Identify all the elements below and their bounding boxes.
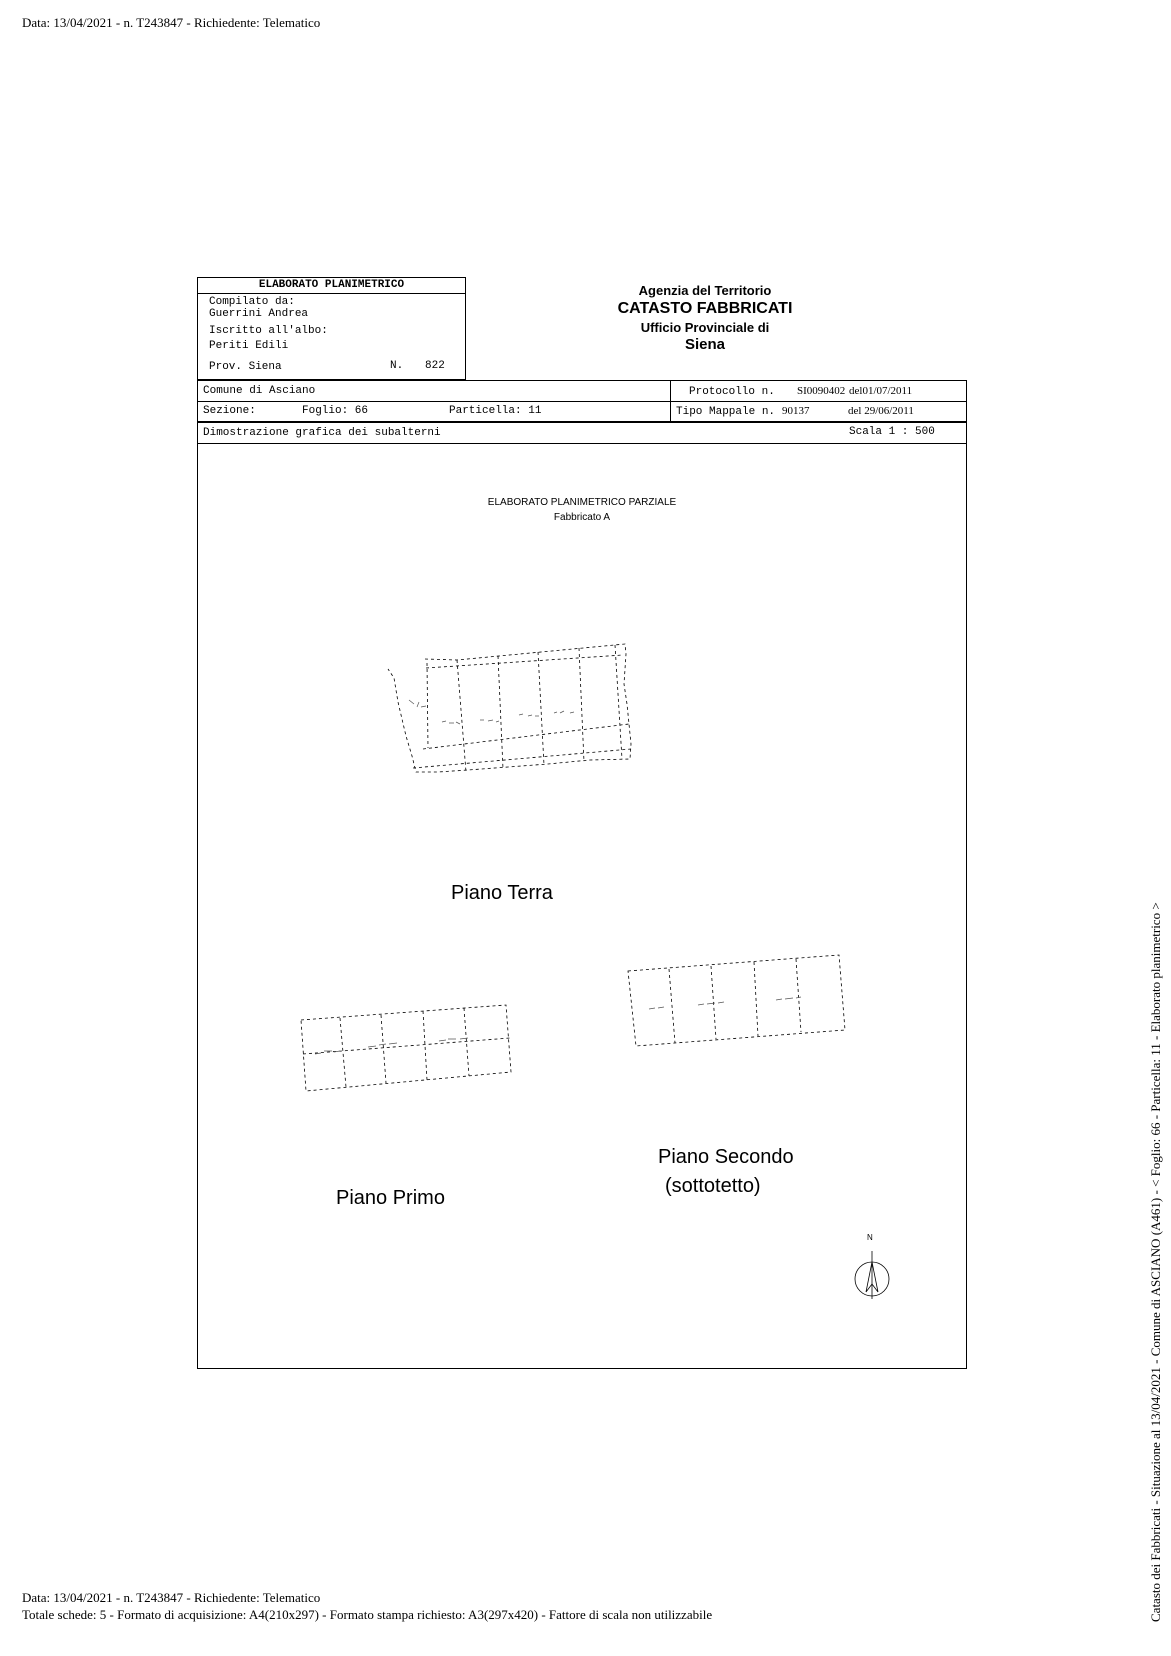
graphic-title-row: [197, 422, 967, 444]
piano-terra-plan: [388, 644, 631, 772]
drawing-title: ELABORATO PLANIMETRICO PARZIALE: [487, 497, 677, 508]
sottotetto-label: (sottotetto): [665, 1175, 761, 1197]
protocollo-value: SI0090402: [797, 385, 846, 397]
comune-value: Comune di Asciano: [203, 385, 316, 397]
piano-secondo-label: Piano Secondo: [658, 1146, 794, 1168]
protocollo-date: del01/07/2011: [849, 385, 913, 397]
piano-terra-details: [409, 700, 574, 724]
piano-primo-label: Piano Primo: [336, 1187, 445, 1209]
prov-value: Prov. Siena: [209, 361, 282, 373]
agency-line1: Agenzia del Territorio: [638, 283, 772, 298]
iscritto-label: Iscritto all'albo:: [209, 325, 328, 337]
n-label: N.: [390, 360, 404, 372]
particella-value: Particella: 11: [449, 405, 542, 417]
bottom-annotation-2: Totale schede: 5 - Formato di acquisizione: A4(210x297) - Formato stampa richiesto: A3(297x420) - Fattore di scala non utilizzabile: [22, 1607, 713, 1622]
compilato-label: Compilato da:: [209, 296, 295, 308]
n-value: 822: [425, 360, 445, 372]
drawing-area: [197, 443, 967, 1369]
graphic-title: Dimostrazione grafica dei subalterni: [203, 427, 441, 439]
agency-line4: Siena: [684, 336, 726, 353]
piano-secondo-plan: [628, 955, 845, 1046]
agency-block: [570, 283, 840, 353]
compilato-name: Guerrini Andrea: [209, 308, 309, 320]
albo-value: Periti Edili: [209, 340, 289, 352]
foglio-value: Foglio: 66: [302, 405, 369, 417]
north-label: N: [867, 1233, 873, 1242]
header-box: [197, 277, 466, 380]
floor-plans-svg: [198, 444, 966, 1368]
scale-value: Scala 1 : 500: [849, 426, 935, 438]
info-row: [197, 380, 967, 422]
tipo-mappale-date: del 29/06/2011: [848, 405, 914, 417]
tipo-mappale-label: Tipo Mappale n.: [676, 406, 776, 418]
agency-line2: CATASTO FABBRICATI: [617, 300, 793, 317]
side-annotation: Catasto dei Fabbricati - Situazione al 13/04/2021 - Comune di ASCIANO (A461) - < Foglio: 66 - Particella: 11 - Elaborato planimetrico >: [1148, 902, 1163, 1622]
info-mid-divider: [198, 401, 966, 402]
piano-primo-details: [315, 1038, 468, 1054]
north-compass: [855, 1251, 889, 1299]
piano-terra-label: Piano Terra: [451, 882, 553, 904]
piano-primo-plan: [301, 1005, 511, 1091]
drawing-subtitle: Fabbricato A: [553, 512, 611, 523]
top-annotation: Data: 13/04/2021 - n. T243847 - Richiedente: Telematico: [22, 15, 321, 30]
agency-line3: Ufficio Provinciale di: [640, 320, 770, 335]
protocollo-label: Protocollo n.: [689, 386, 775, 398]
header-title: ELABORATO PLANIMETRICO: [198, 278, 465, 294]
tipo-mappale-value: 90137: [782, 405, 810, 417]
sezione-label: Sezione:: [203, 405, 256, 417]
bottom-annotation-1: Data: 13/04/2021 - n. T243847 - Richiedente: Telematico: [22, 1590, 321, 1605]
